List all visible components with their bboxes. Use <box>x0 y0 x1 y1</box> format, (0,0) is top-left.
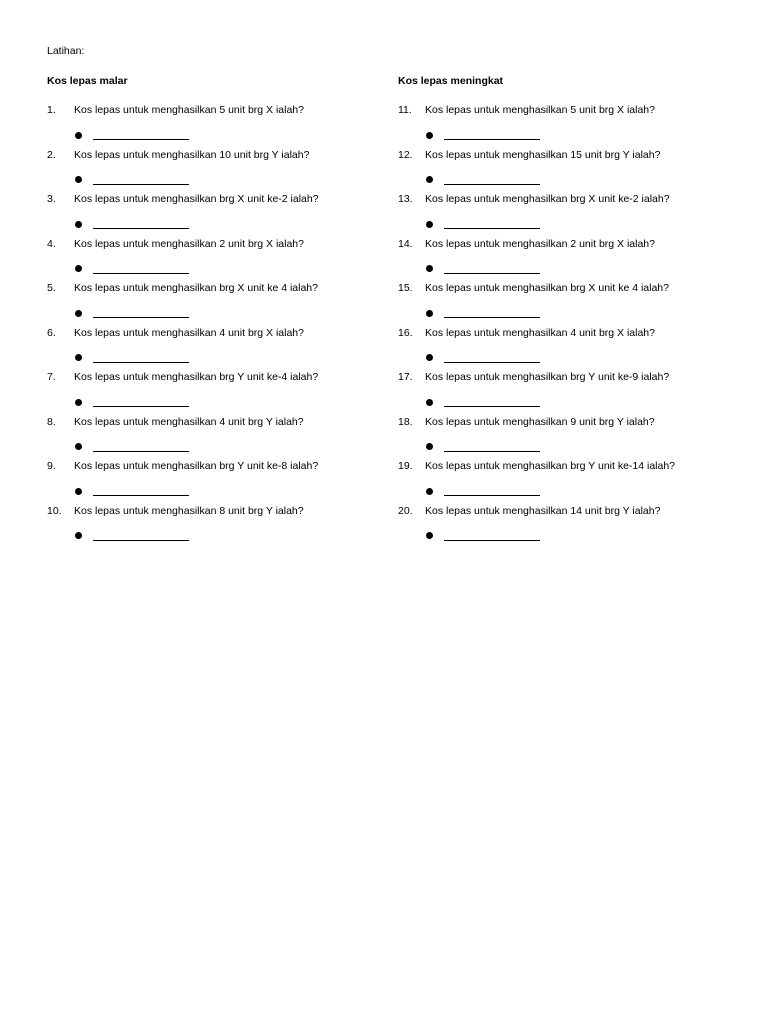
question-text: Kos lepas untuk menghasilkan 2 unit brg X ialah? <box>425 237 655 250</box>
question-item <box>47 326 387 371</box>
bullet-icon <box>426 221 433 228</box>
answer-line <box>425 529 540 543</box>
answer-blank[interactable] <box>444 486 540 496</box>
question-item <box>47 148 387 193</box>
answer-line <box>74 440 189 454</box>
answer-blank[interactable] <box>444 397 540 407</box>
question-item <box>398 459 738 504</box>
question-item <box>47 237 387 282</box>
question-item <box>398 148 738 193</box>
answer-blank[interactable] <box>444 264 540 274</box>
question-number: 13. <box>398 193 413 205</box>
question-line <box>398 370 738 384</box>
answer-blank[interactable] <box>444 442 540 452</box>
bullet-icon <box>426 265 433 272</box>
question-item <box>47 370 387 415</box>
question-text: Kos lepas untuk menghasilkan 14 unit brg Y ialah? <box>425 504 661 517</box>
question-item <box>47 192 387 237</box>
question-text: Kos lepas untuk menghasilkan 4 unit brg Y ialah? <box>74 415 304 428</box>
answer-line <box>74 262 189 276</box>
question-text: Kos lepas untuk menghasilkan 15 unit brg Y ialah? <box>425 148 661 161</box>
question-item <box>398 281 738 326</box>
question-text: Kos lepas untuk menghasilkan 9 unit brg Y ialah? <box>425 415 655 428</box>
question-number: 12. <box>398 148 413 161</box>
question-text: Kos lepas untuk menghasilkan brg X unit ke 4 ialah? <box>425 282 669 294</box>
question-text: Kos lepas untuk menghasilkan 4 unit brg X ialah? <box>425 326 655 339</box>
answer-blank[interactable] <box>93 531 189 541</box>
question-text: Kos lepas untuk menghasilkan 5 unit brg X ialah? <box>425 104 655 116</box>
answer-blank[interactable] <box>444 130 540 140</box>
bullet-icon <box>75 310 82 317</box>
bullet-icon <box>75 176 82 183</box>
question-text: Kos lepas untuk menghasilkan brg Y unit ke-4 ialah? <box>74 371 319 383</box>
question-number: 10. <box>47 504 62 517</box>
answer-blank[interactable] <box>93 219 189 229</box>
question-line <box>47 237 387 251</box>
bullet-icon <box>75 354 82 361</box>
question-text: Kos lepas untuk menghasilkan 10 unit brg Y ialah? <box>74 148 310 161</box>
bullet-icon <box>75 488 82 495</box>
bullet-icon <box>426 176 433 183</box>
answer-line <box>425 128 540 142</box>
answer-line <box>74 173 189 187</box>
bullet-icon <box>75 221 82 228</box>
question-line <box>47 326 387 340</box>
question-item <box>398 237 738 282</box>
answer-blank[interactable] <box>444 353 540 363</box>
question-line <box>47 504 387 518</box>
question-text: Kos lepas untuk menghasilkan 4 unit brg X ialah? <box>74 326 304 339</box>
answer-line <box>74 306 189 320</box>
question-text: Kos lepas untuk menghasilkan 2 unit brg X ialah? <box>74 237 304 250</box>
answer-line <box>74 395 189 409</box>
question-number: 5. <box>47 282 56 294</box>
question-item <box>398 192 738 237</box>
question-number: 19. <box>398 460 413 472</box>
answer-blank[interactable] <box>93 175 189 185</box>
answer-blank[interactable] <box>93 264 189 274</box>
answer-line <box>425 440 540 454</box>
bullet-icon <box>426 310 433 317</box>
bullet-icon <box>426 532 433 539</box>
answer-blank[interactable] <box>93 308 189 318</box>
question-number: 7. <box>47 371 56 383</box>
question-text: Kos lepas untuk menghasilkan brg Y unit ke-9 ialah? <box>425 371 670 383</box>
question-number: 3. <box>47 193 56 205</box>
question-number: 16. <box>398 326 413 339</box>
question-item <box>398 103 738 148</box>
question-text: Kos lepas untuk menghasilkan brg Y unit ke-14 ialah? <box>425 460 676 472</box>
bullet-icon <box>75 265 82 272</box>
bullet-icon <box>426 132 433 139</box>
question-line <box>398 326 738 340</box>
question-text: Kos lepas untuk menghasilkan 5 unit brg X ialah? <box>74 104 304 116</box>
question-list <box>47 103 387 548</box>
question-number: 11. <box>398 104 412 116</box>
question-number: 9. <box>47 460 56 472</box>
answer-line <box>425 306 540 320</box>
question-number: 18. <box>398 415 413 428</box>
question-number: 1. <box>47 104 56 116</box>
question-line <box>398 192 738 206</box>
bullet-icon <box>426 354 433 361</box>
bullet-icon <box>75 399 82 406</box>
bullet-icon <box>75 443 82 450</box>
answer-blank[interactable] <box>444 219 540 229</box>
question-number: 4. <box>47 237 56 250</box>
question-text: Kos lepas untuk menghasilkan brg X unit ke-2 ialah? <box>74 193 319 205</box>
answer-line <box>425 395 540 409</box>
question-line <box>398 237 738 251</box>
question-item <box>47 103 387 148</box>
question-line <box>398 281 738 295</box>
question-item <box>47 504 387 549</box>
bullet-icon <box>426 488 433 495</box>
answer-blank[interactable] <box>93 397 189 407</box>
answer-blank[interactable] <box>93 130 189 140</box>
question-line <box>398 103 738 117</box>
answer-blank[interactable] <box>93 353 189 363</box>
question-number: 20. <box>398 504 413 517</box>
question-line <box>47 370 387 384</box>
question-text: Kos lepas untuk menghasilkan brg Y unit ke-8 ialah? <box>74 460 319 472</box>
question-item <box>398 370 738 415</box>
question-number: 14. <box>398 237 413 250</box>
question-text: Kos lepas untuk menghasilkan 8 unit brg Y ialah? <box>74 504 304 517</box>
question-line <box>398 415 738 429</box>
answer-line <box>74 529 189 543</box>
worksheet-heading: Latihan: <box>47 45 85 57</box>
question-number: 15. <box>398 282 413 294</box>
question-line <box>47 148 387 162</box>
question-number: 2. <box>47 148 56 161</box>
bullet-icon <box>75 532 82 539</box>
question-line <box>398 148 738 162</box>
column-increasing-opportunity-cost <box>398 74 738 548</box>
column-constant-opportunity-cost <box>47 74 387 548</box>
answer-blank[interactable] <box>93 442 189 452</box>
answer-line <box>425 217 540 231</box>
question-line <box>47 459 387 473</box>
bullet-icon <box>426 399 433 406</box>
bullet-icon <box>426 443 433 450</box>
question-item <box>47 281 387 326</box>
answer-line <box>74 484 189 498</box>
answer-line <box>74 128 189 142</box>
answer-blank[interactable] <box>444 175 540 185</box>
question-list <box>398 103 738 548</box>
question-item <box>47 459 387 504</box>
question-text: Kos lepas untuk menghasilkan brg X unit ke 4 ialah? <box>74 282 318 294</box>
answer-blank[interactable] <box>444 308 540 318</box>
column-title: Kos lepas meningkat <box>398 75 504 87</box>
question-line <box>398 504 738 518</box>
question-line <box>47 103 387 117</box>
question-item <box>398 415 738 460</box>
answer-line <box>425 262 540 276</box>
answer-blank[interactable] <box>93 486 189 496</box>
answer-blank[interactable] <box>444 531 540 541</box>
column-title: Kos lepas malar <box>47 75 128 87</box>
question-number: 8. <box>47 415 56 428</box>
question-line <box>398 459 738 473</box>
question-line <box>47 415 387 429</box>
answer-line <box>425 484 540 498</box>
bullet-icon <box>75 132 82 139</box>
answer-line <box>425 173 540 187</box>
question-number: 6. <box>47 326 56 339</box>
question-number: 17. <box>398 371 413 383</box>
answer-line <box>425 351 540 365</box>
question-item <box>47 415 387 460</box>
answer-line <box>74 351 189 365</box>
answer-line <box>74 217 189 231</box>
question-text: Kos lepas untuk menghasilkan brg X unit ke-2 ialah? <box>425 193 670 205</box>
question-item <box>398 326 738 371</box>
question-line <box>47 192 387 206</box>
question-item <box>398 504 738 549</box>
question-line <box>47 281 387 295</box>
